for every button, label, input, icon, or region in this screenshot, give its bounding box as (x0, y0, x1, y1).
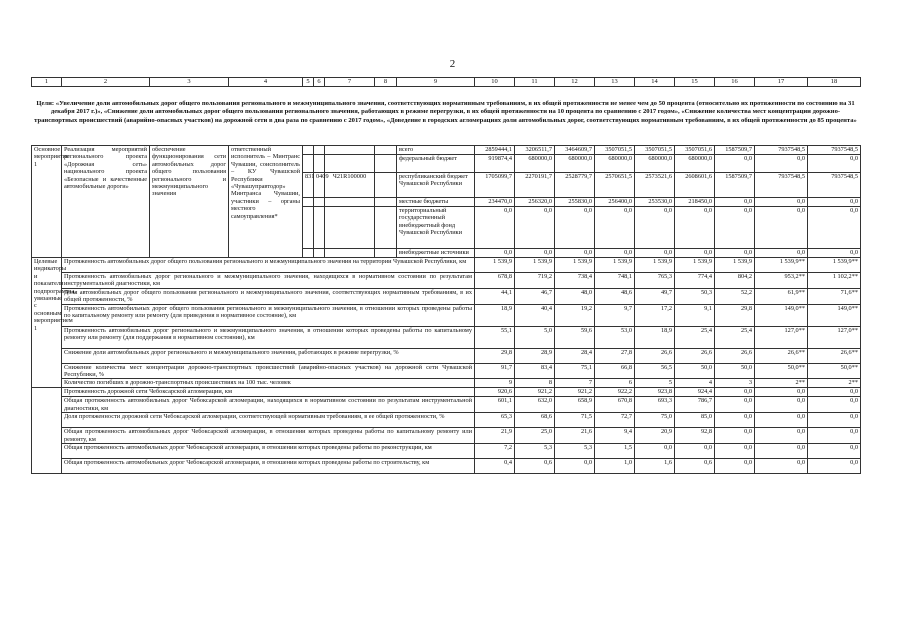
funding-value: 7937548,5 (755, 146, 808, 155)
funding-row (32, 146, 861, 155)
indicator-value: 25,4 (675, 326, 715, 348)
indicator-value: 2** (755, 379, 808, 388)
indicator-value: 56,5 (635, 363, 675, 379)
funding-value: 2270191,7 (515, 173, 555, 198)
indicator-value: 0,0 (675, 444, 715, 459)
indicator-value: 0,0 (635, 444, 675, 459)
funding-source: всего (397, 146, 475, 155)
kbk-cell (314, 249, 325, 258)
indicator-value: 65,3 (475, 413, 515, 428)
indicator-name: Протяженность автомобильных дорог регионального и межмуниципального значения, находящихся в нормативном состоянии по результатам инструментальной диагностики, км (62, 273, 475, 289)
indicator-value: 678,8 (475, 273, 515, 289)
funding-value: 0,0 (515, 207, 555, 249)
funding-value: 0,0 (808, 198, 861, 207)
funding-value: 0,0 (808, 249, 861, 258)
kbk-cell (314, 207, 325, 249)
indicator-value: 0,0 (755, 459, 808, 474)
funding-value: 0,0 (475, 207, 515, 249)
event-name: Реализация мероприятий регионального проекта «Дорожная сеть» национального проекта «Безопасные и качественные автомобильные дороги» (62, 146, 150, 258)
kbk-cell (303, 146, 314, 155)
indicator-value: 50,0** (808, 363, 861, 379)
funding-value: 0,0 (808, 207, 861, 249)
funding-value: 7937548,5 (808, 173, 861, 198)
indicator-value: 46,7 (515, 288, 555, 304)
indicator-value: 21,6 (555, 428, 595, 444)
indicator-value: 26,6 (675, 348, 715, 363)
indicator-value: 804,2 (715, 273, 755, 289)
indicator-row (32, 413, 861, 428)
funding-value: 256400,0 (595, 198, 635, 207)
kbk-cell (375, 198, 397, 207)
funding-value: 3507051,5 (635, 146, 675, 155)
kbk-cell (375, 207, 397, 249)
indicator-value: 0,6 (675, 459, 715, 474)
indicator-value: 17,2 (635, 304, 675, 326)
indicator-name: Снижение доли автомобильных дорог регионального и межмуниципального значения, работающих в режиме перегрузки, % (62, 348, 475, 363)
program-table (31, 145, 861, 474)
funding-value: 1587509,7 (715, 146, 755, 155)
indicator-value: 25,4 (715, 326, 755, 348)
indicator-name: Доля протяженности дорожной сети Чебоксарской агломерации, соответствующей нормативным требованиям, в ее общей протяженности, % (62, 413, 475, 428)
funding-value: 0,0 (555, 207, 595, 249)
funding-source: местные бюджеты (397, 198, 475, 207)
indicator-value: 748,1 (595, 273, 635, 289)
target-indicators-label: Целевые индикаторы и показатели подпрограммы, увязанные с основным мероприятием 1 (32, 258, 62, 388)
indicator-value: 5,0 (515, 326, 555, 348)
funding-value: 3464609,7 (555, 146, 595, 155)
indicator-row (32, 363, 861, 379)
kbk-cell (303, 207, 314, 249)
indicator-value: 719,2 (515, 273, 555, 289)
column-number-cell: 7 (325, 78, 375, 87)
event-code: Основное мероприятие 1 (32, 146, 62, 258)
indicator-value: 0,0 (808, 397, 861, 413)
indicator-value: 921,2 (515, 388, 555, 397)
funding-value: 3206511,7 (515, 146, 555, 155)
indicator-value: 149,0** (755, 304, 808, 326)
indicator-value: 68,6 (515, 413, 555, 428)
kbk-cell (325, 207, 375, 249)
kbk-cell (325, 249, 375, 258)
indicator-row (32, 258, 861, 273)
indicator-value: 0,0 (715, 444, 755, 459)
funding-value: 253530,0 (635, 198, 675, 207)
funding-value: 256320,0 (515, 198, 555, 207)
indicator-name: Протяженность автомобильных дорог регионального и межмуниципального значения, в отношении которых проведены работы по капитальному ремонту или ремонту (для поддержания в нормативном состоянии), км (62, 326, 475, 348)
indicator-value: 3 (715, 379, 755, 388)
indicator-value: 29,8 (715, 304, 755, 326)
indicator-value: 953,2** (755, 273, 808, 289)
funding-value: 218450,0 (675, 198, 715, 207)
column-number-cell: 3 (150, 78, 229, 87)
kbk-cell (375, 155, 397, 173)
indicator-name: Общая протяженность автомобильных дорог Чебоксарской агломерации, в отношении которых проведены работы по строительству, км (62, 459, 475, 474)
indicator-value: 18,9 (635, 326, 675, 348)
indicator-value: 921,2 (555, 388, 595, 397)
indicator-value: 19,2 (555, 304, 595, 326)
funding-value: 0,0 (475, 249, 515, 258)
indicator-value: 1 539,9** (808, 258, 861, 273)
funding-value: 0,0 (715, 155, 755, 173)
indicator-value: 1,0 (595, 459, 635, 474)
indicator-value: 44,1 (475, 288, 515, 304)
indicator-value: 1 539,9 (635, 258, 675, 273)
indicator-value: 1 539,9 (555, 258, 595, 273)
kbk-code: 0409 (314, 173, 325, 198)
indicator-value: 50,3 (675, 288, 715, 304)
indicator-value: 920,6 (475, 388, 515, 397)
indicator-name: Доля автомобильных дорог общего пользования регионального и межмуниципального значения, соответствующих нормативным требованиям, в их общей протяженности, % (62, 288, 475, 304)
column-number-cell: 2 (62, 78, 150, 87)
funding-value: 680000,0 (515, 155, 555, 173)
indicator-name: Общая протяженность автомобильных дорог Чебоксарской агломерации, находящихся в нормативном состоянии по результатам инструментальной диагностики, км (62, 397, 475, 413)
indicator-value: 0,0 (808, 413, 861, 428)
indicator-value: 49,7 (635, 288, 675, 304)
indicator-row (32, 459, 861, 474)
indicator-value: 7,2 (475, 444, 515, 459)
empty-cell (32, 388, 62, 474)
indicator-value: 1,6 (635, 459, 675, 474)
indicator-value: 28,9 (515, 348, 555, 363)
indicator-value: 693,3 (635, 397, 675, 413)
indicator-value: 25,0 (515, 428, 555, 444)
indicator-value: 28,4 (555, 348, 595, 363)
indicator-value: 55,1 (475, 326, 515, 348)
indicator-value: 50,0** (755, 363, 808, 379)
indicator-value: 149,0** (808, 304, 861, 326)
indicator-value: 786,7 (675, 397, 715, 413)
indicator-value: 658,9 (555, 397, 595, 413)
indicator-value: 1 539,9 (675, 258, 715, 273)
indicator-value: 0,0 (808, 459, 861, 474)
indicator-row (32, 379, 861, 388)
kbk-cell (314, 146, 325, 155)
indicator-value: 8 (515, 379, 555, 388)
indicator-value: 18,9 (475, 304, 515, 326)
funding-value: 0,0 (808, 155, 861, 173)
funding-source: внебюджетные источники (397, 249, 475, 258)
indicator-value: 924,4 (675, 388, 715, 397)
indicator-value: 774,4 (675, 273, 715, 289)
indicator-name: Протяженность автомобильных дорог общего пользования регионального и межмуниципального значения, в отношении которых проведены работы по капитальному ремонту или ремонту (для приведения в нормативное состояние), км (62, 304, 475, 326)
indicator-value: 85,0 (675, 413, 715, 428)
indicator-value: 1 539,9 (715, 258, 755, 273)
indicator-row (32, 444, 861, 459)
column-number-cell: 18 (808, 78, 861, 87)
column-number-cell: 1 (32, 78, 62, 87)
indicator-row (32, 304, 861, 326)
kbk-cell (303, 249, 314, 258)
indicator-name: Общая протяженность автомобильных дорог Чебоксарской агломерации, в отношении которых проведены работы по капитальному ремонту или ремонту, км (62, 428, 475, 444)
indicator-value: 83,4 (515, 363, 555, 379)
indicator-value: 71,5 (555, 413, 595, 428)
indicator-row (32, 273, 861, 289)
indicator-value: 1 102,2** (808, 273, 861, 289)
indicator-row (32, 288, 861, 304)
funding-value: 0,0 (755, 207, 808, 249)
indicator-value: 48,0 (555, 288, 595, 304)
funding-value: 0,0 (595, 207, 635, 249)
indicator-value: 9,4 (595, 428, 635, 444)
column-number-cell: 15 (675, 78, 715, 87)
indicator-value: 0,0 (555, 459, 595, 474)
indicator-value: 0,0 (755, 388, 808, 397)
indicator-row (32, 388, 861, 397)
indicator-value: 0,0 (715, 397, 755, 413)
indicator-value: 0,0 (715, 388, 755, 397)
funding-value: 7937548,5 (808, 146, 861, 155)
funding-value: 3507051,5 (595, 146, 635, 155)
funding-value: 1705099,7 (475, 173, 515, 198)
indicator-row (32, 348, 861, 363)
funding-value: 680000,0 (635, 155, 675, 173)
funding-value: 0,0 (555, 249, 595, 258)
indicator-value: 922,2 (595, 388, 635, 397)
indicator-name: Протяженность автомобильных дорог общего пользования регионального и межмуниципального значения на территории Чувашской Республики, км (62, 258, 475, 273)
indicator-value: 1 539,9 (475, 258, 515, 273)
funding-value: 0,0 (755, 155, 808, 173)
indicator-value: 71,6** (808, 288, 861, 304)
indicator-value: 765,3 (635, 273, 675, 289)
column-number-header (31, 77, 861, 87)
indicator-value: 0,0 (808, 388, 861, 397)
funding-source: территориальный государственный внебюджетный фонд Чувашской Республики (397, 207, 475, 249)
kbk-cell (325, 155, 375, 173)
indicator-value: 53,0 (595, 326, 635, 348)
indicator-value: 75,0 (635, 413, 675, 428)
indicator-value: 0,0 (808, 444, 861, 459)
indicator-value: 670,8 (595, 397, 635, 413)
funding-value: 1587509,7 (715, 173, 755, 198)
funding-value: 2573521,6 (635, 173, 675, 198)
funding-value: 7937548,5 (755, 173, 808, 198)
column-number-cell: 6 (314, 78, 325, 87)
indicator-row (32, 397, 861, 413)
kbk-code: Ч21R100000 (325, 173, 375, 198)
column-number-cell: 8 (375, 78, 397, 87)
indicator-value: 0,0 (715, 459, 755, 474)
indicator-value: 26,6 (715, 348, 755, 363)
column-number-cell: 16 (715, 78, 755, 87)
indicator-value: 9,1 (675, 304, 715, 326)
indicator-value: 9 (475, 379, 515, 388)
funding-value: 2528779,7 (555, 173, 595, 198)
funding-value: 0,0 (715, 207, 755, 249)
indicator-value: 50,0 (715, 363, 755, 379)
indicator-value: 92,8 (675, 428, 715, 444)
indicator-value: 632,0 (515, 397, 555, 413)
indicator-value: 127,0** (755, 326, 808, 348)
indicator-value: 0,0 (755, 413, 808, 428)
column-number-cell: 10 (475, 78, 515, 87)
indicator-value: 5,3 (555, 444, 595, 459)
kbk-cell (314, 155, 325, 173)
indicator-value: 59,6 (555, 326, 595, 348)
indicator-name: Количество погибших в дорожно-транспортных происшествиях на 100 тыс. человек (62, 379, 475, 388)
indicator-value: 26,6** (755, 348, 808, 363)
column-number-cell: 13 (595, 78, 635, 87)
funding-value: 0,0 (675, 249, 715, 258)
funding-value: 0,0 (755, 249, 808, 258)
funding-value: 0,0 (715, 198, 755, 207)
indicator-value: 75,1 (555, 363, 595, 379)
column-number-cell: 17 (755, 78, 808, 87)
funding-value: 680000,0 (555, 155, 595, 173)
funding-value: 0,0 (715, 249, 755, 258)
indicator-value: 48,6 (595, 288, 635, 304)
indicator-value: 21,9 (475, 428, 515, 444)
funding-value: 2608601,6 (675, 173, 715, 198)
indicator-value: 127,0** (808, 326, 861, 348)
indicator-value: 738,4 (555, 273, 595, 289)
indicator-value: 72,7 (595, 413, 635, 428)
indicator-value: 1 539,9 (515, 258, 555, 273)
funding-source: республиканский бюджет Чувашской Республики (397, 173, 475, 198)
indicator-value: 1 539,9 (595, 258, 635, 273)
kbk-cell (303, 198, 314, 207)
indicator-value: 40,4 (515, 304, 555, 326)
indicator-name: Снижение количества мест концентрации дорожно-транспортных происшествий (аварийно-опасных участков) на дорожной сети Чувашской Республики, % (62, 363, 475, 379)
indicator-value: 923,8 (635, 388, 675, 397)
kbk-cell (375, 146, 397, 155)
funding-value: 2859444,1 (475, 146, 515, 155)
funding-value: 919874,4 (475, 155, 515, 173)
indicator-value: 6 (595, 379, 635, 388)
event-executor: ответственный исполнитель – Минтранс Чувашии, соисполнитель – КУ Чувашской Республики «Чувашуправтодор» Минтранса Чувашии, участники – органы местного самоуправления* (229, 146, 303, 258)
funding-value: 680000,0 (675, 155, 715, 173)
indicator-value: 52,2 (715, 288, 755, 304)
event-provision: обеспечение функционирования сети автомобильных дорог общего пользования регионального и межмуниципального значения (150, 146, 229, 258)
indicator-value: 0,0 (755, 397, 808, 413)
kbk-cell (325, 198, 375, 207)
kbk-cell (375, 249, 397, 258)
funding-value: 0,0 (595, 249, 635, 258)
indicator-value: 0,0 (715, 413, 755, 428)
column-number-cell: 4 (229, 78, 303, 87)
indicator-value: 61,9** (755, 288, 808, 304)
indicator-value: 5 (635, 379, 675, 388)
page-number: 2 (449, 58, 456, 70)
funding-value: 680000,0 (595, 155, 635, 173)
funding-value: 0,0 (635, 207, 675, 249)
indicator-value: 0,0 (755, 444, 808, 459)
column-number-cell: 11 (515, 78, 555, 87)
indicator-value: 601,1 (475, 397, 515, 413)
column-number-cell: 5 (303, 78, 314, 87)
goals-text: Цели: «Увеличение доли автомобильных дорог общего пользования регионального и межмуниципального значения, соответствующих нормативным требованиям, в их общей протяженности не менее чем до 50 процента (относительно их протяженности по состоянию на 31 декабря 2017 г.)», «Снижение доли автомобильных дорог общего пользования регионального значения, работающих в режиме перегрузки, в их общей протяженности на 10 процента по сравнению с 2017 годом», «Снижение количества мест концентрации дорожно-транспортных происшествий (аварийно-опасных участков) на дорожной сети в два раза по сравнению с 2017 годом», «Доведение в городских агломерациях доли автомобильных дорог, соответствующих нормативным требованиям, в их общей протяженности до 85 процента» (34, 100, 857, 124)
indicator-value: 2** (808, 379, 861, 388)
indicator-value: 0,0 (755, 428, 808, 444)
funding-source: федеральный бюджет (397, 155, 475, 173)
indicator-value: 9,7 (595, 304, 635, 326)
column-number-cell: 14 (635, 78, 675, 87)
indicator-value: 0,4 (475, 459, 515, 474)
indicator-value: 27,8 (595, 348, 635, 363)
indicator-value: 66,8 (595, 363, 635, 379)
indicator-value: 7 (555, 379, 595, 388)
kbk-cell (375, 173, 397, 198)
kbk-code: 831 (303, 173, 314, 198)
indicator-value: 91,7 (475, 363, 515, 379)
indicator-value: 20,9 (635, 428, 675, 444)
indicator-value: 1 539,9** (755, 258, 808, 273)
funding-value: 0,0 (755, 198, 808, 207)
column-number-cell: 9 (397, 78, 475, 87)
indicator-value: 0,6 (515, 459, 555, 474)
funding-value: 2570651,5 (595, 173, 635, 198)
column-number-cell: 12 (555, 78, 595, 87)
indicator-row (32, 326, 861, 348)
indicator-row (32, 428, 861, 444)
funding-value: 0,0 (635, 249, 675, 258)
indicator-value: 26,6** (808, 348, 861, 363)
funding-value: 0,0 (515, 249, 555, 258)
indicator-value: 26,6 (635, 348, 675, 363)
funding-value: 0,0 (675, 207, 715, 249)
indicator-value: 0,0 (715, 428, 755, 444)
funding-value: 3507051,6 (675, 146, 715, 155)
indicator-value: 0,0 (808, 428, 861, 444)
kbk-cell (303, 155, 314, 173)
indicator-name: Протяженность дорожной сети Чебоксарской агломерации, км (62, 388, 475, 397)
kbk-cell (325, 146, 375, 155)
kbk-cell (314, 198, 325, 207)
indicator-value: 5,3 (515, 444, 555, 459)
indicator-name: Общая протяженность автомобильных дорог Чебоксарской агломерации, в отношении которых проведены работы по реконструкции, км (62, 444, 475, 459)
indicator-value: 1,5 (595, 444, 635, 459)
indicator-value: 4 (675, 379, 715, 388)
funding-value: 255830,0 (555, 198, 595, 207)
indicator-value: 50,0 (675, 363, 715, 379)
indicator-value: 29,8 (475, 348, 515, 363)
funding-value: 234470,0 (475, 198, 515, 207)
